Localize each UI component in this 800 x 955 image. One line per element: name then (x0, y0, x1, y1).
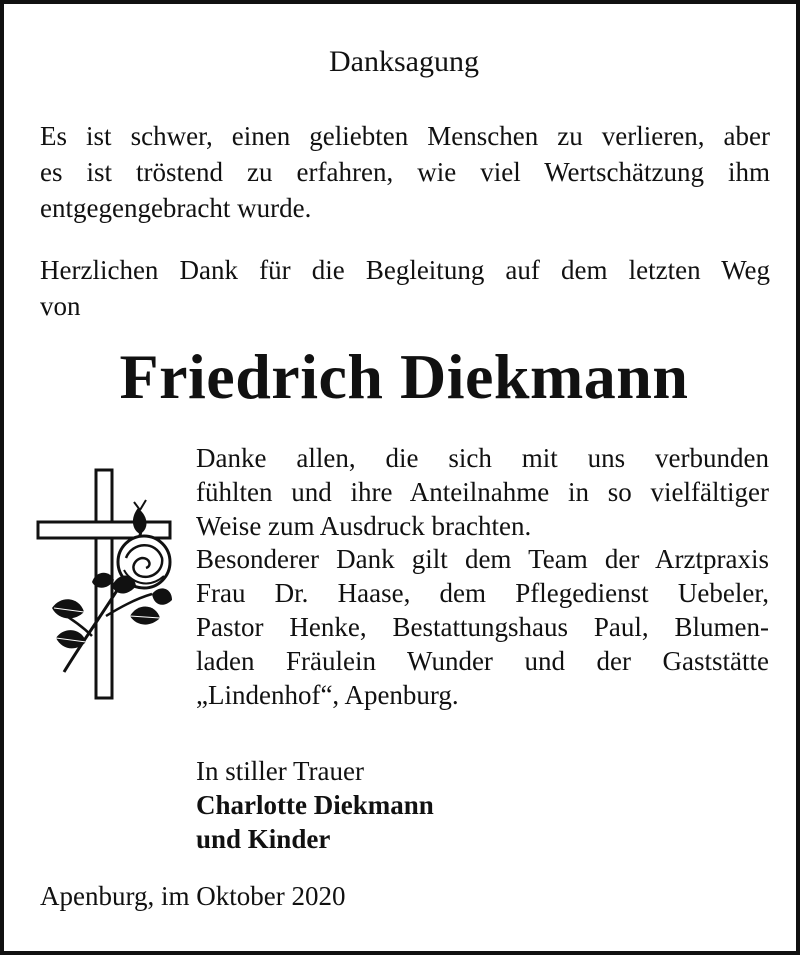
thanks-body (196, 442, 769, 712)
deceased-name: Friedrich Diekmann (119, 341, 689, 412)
intro-line: entgegengebracht wurde. (40, 193, 312, 223)
thanks-line: von (40, 291, 81, 321)
cross-with-rose-icon (34, 466, 174, 702)
body-line: Pastor Henke, Bestattungshaus Paul, Blumen- (196, 611, 769, 642)
body-line: Danke allen, die sich mit uns verbunden (196, 443, 769, 473)
intro-line: Es ist schwer, einen geliebten Menschen zu verlieren, aber (40, 121, 770, 151)
body-line: „Lindenhof“, Apenburg. (196, 679, 459, 710)
thanks-line: Herzlichen Dank für die Begleitung auf dem letzten Weg (40, 255, 770, 285)
body-line: Frau Dr. Haase, dem Pflegedienst Uebeler, (196, 578, 769, 609)
signature-name: Charlotte Diekmann (196, 790, 434, 820)
signature-family: und Kinder (196, 824, 331, 854)
thanks-paragraph (40, 252, 770, 324)
signature-intro: In stiller Trauer (196, 756, 364, 786)
body-line: laden Fräulein Wunder und der Gaststätte (196, 645, 769, 676)
body-line: Weise zum Ausdruck brachten. (196, 510, 532, 541)
intro-line: es ist tröstend zu erfahren, wie viel Wertschätzung ihm (40, 157, 770, 187)
body-line: fühlten und ihre Anteilnahme in so vielfältiger (196, 476, 769, 507)
body-line: Besonderer Dank gilt dem Team der Arztpraxis (196, 544, 769, 575)
intro-paragraph (40, 118, 770, 226)
signature-block (196, 754, 696, 856)
notice-title: Danksagung (329, 45, 479, 78)
place-date: Apenburg, im Oktober 2020 (40, 881, 346, 911)
